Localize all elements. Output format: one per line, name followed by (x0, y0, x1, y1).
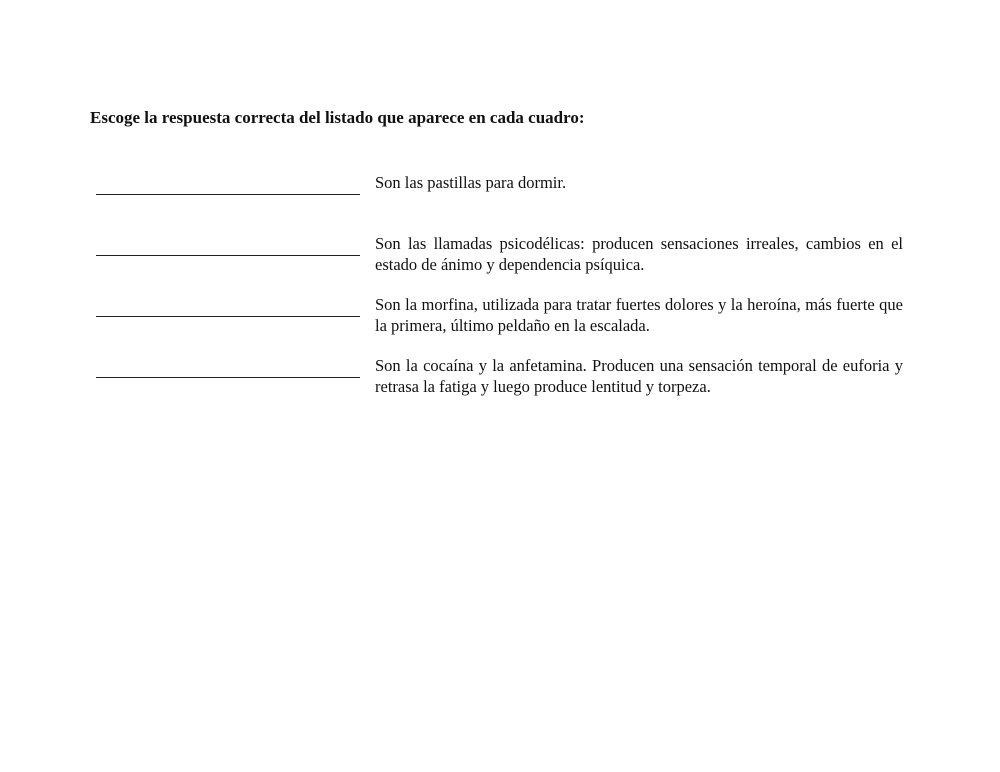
question-row (96, 233, 904, 277)
question-description: Son las llamadas psicodélicas: producen sensaciones irreales, cambios en el estado de ánimo y dependencia psíquica. (375, 234, 903, 274)
answer-input-3[interactable] (96, 292, 360, 316)
answer-input-4[interactable] (96, 353, 360, 377)
question-row (96, 172, 904, 216)
answer-input-1[interactable] (96, 170, 360, 194)
question-row (96, 294, 904, 338)
instruction-heading: Escoge la respuesta correcta del listado que aparece en cada cuadro: (90, 108, 585, 127)
question-description: Son la cocaína y la anfetamina. Producen una sensación temporal de euforia y retrasa la fatiga y luego produce lentitud y torpeza. (375, 356, 903, 396)
question-description: Son las pastillas para dormir. (375, 173, 567, 192)
question-description: Son la morfina, utilizada para tratar fuertes dolores y la heroína, más fuerte que la primera, último peldaño en la escalada. (375, 295, 903, 335)
question-row (96, 355, 904, 399)
answer-input-2[interactable] (96, 231, 360, 255)
